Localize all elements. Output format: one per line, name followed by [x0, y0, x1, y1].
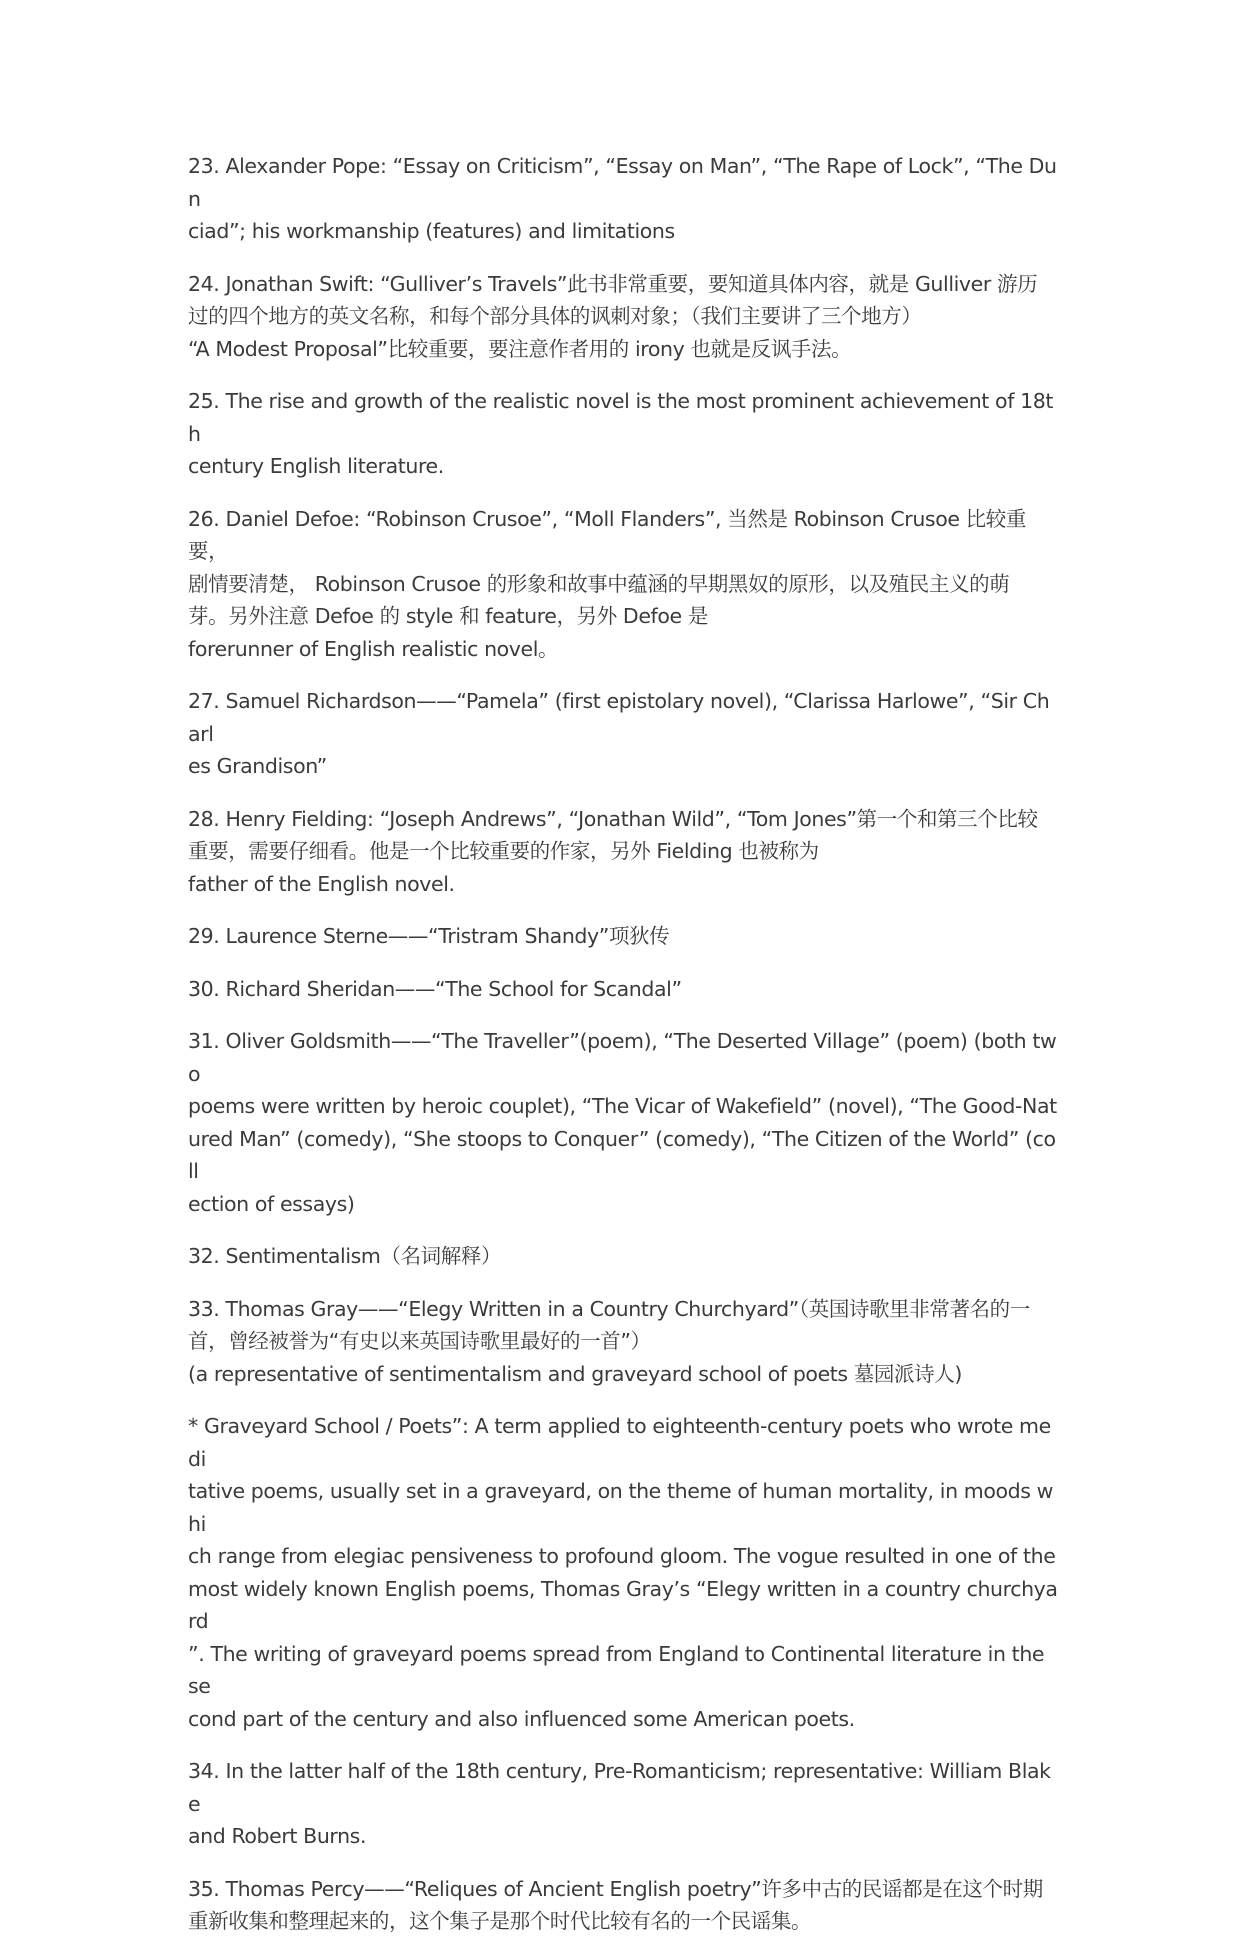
- paragraph: [188, 973, 1060, 1006]
- paragraph: [188, 1755, 1060, 1853]
- paragraph: [188, 920, 1060, 953]
- paragraph: [188, 1410, 1060, 1735]
- text-line: cond part of the century and also influenced some American poets.: [188, 1706, 855, 1731]
- text-line: 27. Samuel Richardson——“Pamela” (first epistolary novel), “Clarissa Harlowe”, “Sir Charl: [188, 689, 1050, 746]
- text-line: 25. The rise and growth of the realistic novel is the most prominent achievement of 18th: [188, 389, 1054, 446]
- text-line: ured Man” (comedy), “She stoops to Conquer” (comedy), “The Citizen of the World” (coll: [188, 1126, 1056, 1183]
- text-line: ection of essays): [188, 1191, 355, 1216]
- text-line: 29. Laurence Sterne——“Tristram Shandy”项狄传: [188, 924, 670, 948]
- text-line: 32. Sentimentalism（名词解释）: [188, 1244, 502, 1268]
- paragraph: [188, 503, 1060, 666]
- text-line: (a representative of sentimentalism and graveyard school of poets 墓园派诗人): [188, 1361, 962, 1386]
- paragraph: [188, 150, 1060, 248]
- text-line: poems were written by heroic couplet), “The Vicar of Wakefield” (novel), “The Good-Nat: [188, 1094, 1057, 1118]
- paragraph: [188, 385, 1060, 483]
- paragraph: [188, 1240, 1060, 1273]
- text-line: 过的四个地方的英文名称，和每个部分具体的讽刺对象；（我们主要讲了三个地方）: [188, 304, 922, 328]
- text-line: 33. Thomas Gray——“Elegy Written in a Country Churchyard”（英国诗歌里非常著名的一: [188, 1296, 1030, 1321]
- text-line: 24. Jonathan Swift: “Gulliver’s Travels”此书非常重要，要知道具体内容，就是 Gulliver 游历: [188, 271, 1038, 296]
- text-line: 剧情要清楚， Robinson Crusoe 的形象和故事中蕴涵的早期黑奴的原形，以及殖民主义的萌: [188, 571, 1010, 596]
- paragraph: [188, 268, 1060, 366]
- text-line: 28. Henry Fielding: “Joseph Andrews”, “Jonathan Wild”, “Tom Jones”第一个和第三个比较: [188, 806, 1038, 831]
- text-line: tative poems, usually set in a graveyard, on the theme of human mortality, in moods whi: [188, 1479, 1054, 1536]
- text-line: “A Modest Proposal”比较重要，要注意作者用的 irony 也就是反讽手法。: [188, 336, 852, 361]
- text-line: 31. Oliver Goldsmith——“The Traveller”(poem), “The Deserted Village” (poem) (both two: [188, 1029, 1057, 1086]
- text-line: ”. The writing of graveyard poems spread from England to Continental literature in the se: [188, 1641, 1045, 1698]
- text-line: 重新收集和整理起来的，这个集子是那个时代比较有名的一个民谣集。: [188, 1909, 812, 1933]
- text-line: 重要，需要仔细看。他是一个比较重要的作家，另外 Fielding 也被称为: [188, 839, 819, 863]
- text-line: 34. In the latter half of the 18th century, Pre-Romanticism; representative: William Blake: [188, 1759, 1051, 1816]
- text-line: 23. Alexander Pope: “Essay on Criticism”, “Essay on Man”, “The Rape of Lock”, “The Dun: [188, 154, 1057, 211]
- text-line: 35. Thomas Percy——“Reliques of Ancient English poetry”许多中古的民谣都是在这个时期: [188, 1876, 1043, 1901]
- paragraph: [188, 1025, 1060, 1220]
- text-line: * Graveyard School / Poets”: A term applied to eighteenth-century poets who wrote medi: [188, 1414, 1051, 1471]
- text-line: forerunner of English realistic novel。: [188, 636, 559, 661]
- text-line: 26. Daniel Defoe: “Robinson Crusoe”, “Moll Flanders”, 当然是 Robinson Crusoe 比较重要，: [188, 506, 1026, 563]
- text-line: century English literature.: [188, 454, 444, 478]
- text-line: 首，曾经被誉为“有史以来英国诗歌里最好的一首”）: [188, 1329, 651, 1353]
- text-line: father of the English novel.: [188, 871, 455, 896]
- text-line: 芽。另外注意 Defoe 的 style 和 feature，另外 Defoe 是: [188, 604, 708, 628]
- text-line: es Grandison”: [188, 754, 327, 778]
- text-line: 30. Richard Sheridan——“The School for Scandal”: [188, 976, 682, 1001]
- text-line: ciad”; his workmanship (features) and limitations: [188, 219, 675, 243]
- text-line: ch range from elegiac pensiveness to profound gloom. The vogue resulted in one of the: [188, 1544, 1056, 1568]
- document-body: [188, 150, 1060, 1958]
- paragraph: [188, 1293, 1060, 1391]
- text-line: most widely known English poems, Thomas Gray’s “Elegy written in a country churchyard: [188, 1576, 1058, 1633]
- text-line: and Robert Burns.: [188, 1824, 367, 1848]
- paragraph: [188, 685, 1060, 783]
- paragraph: [188, 803, 1060, 901]
- paragraph: [188, 1873, 1060, 1938]
